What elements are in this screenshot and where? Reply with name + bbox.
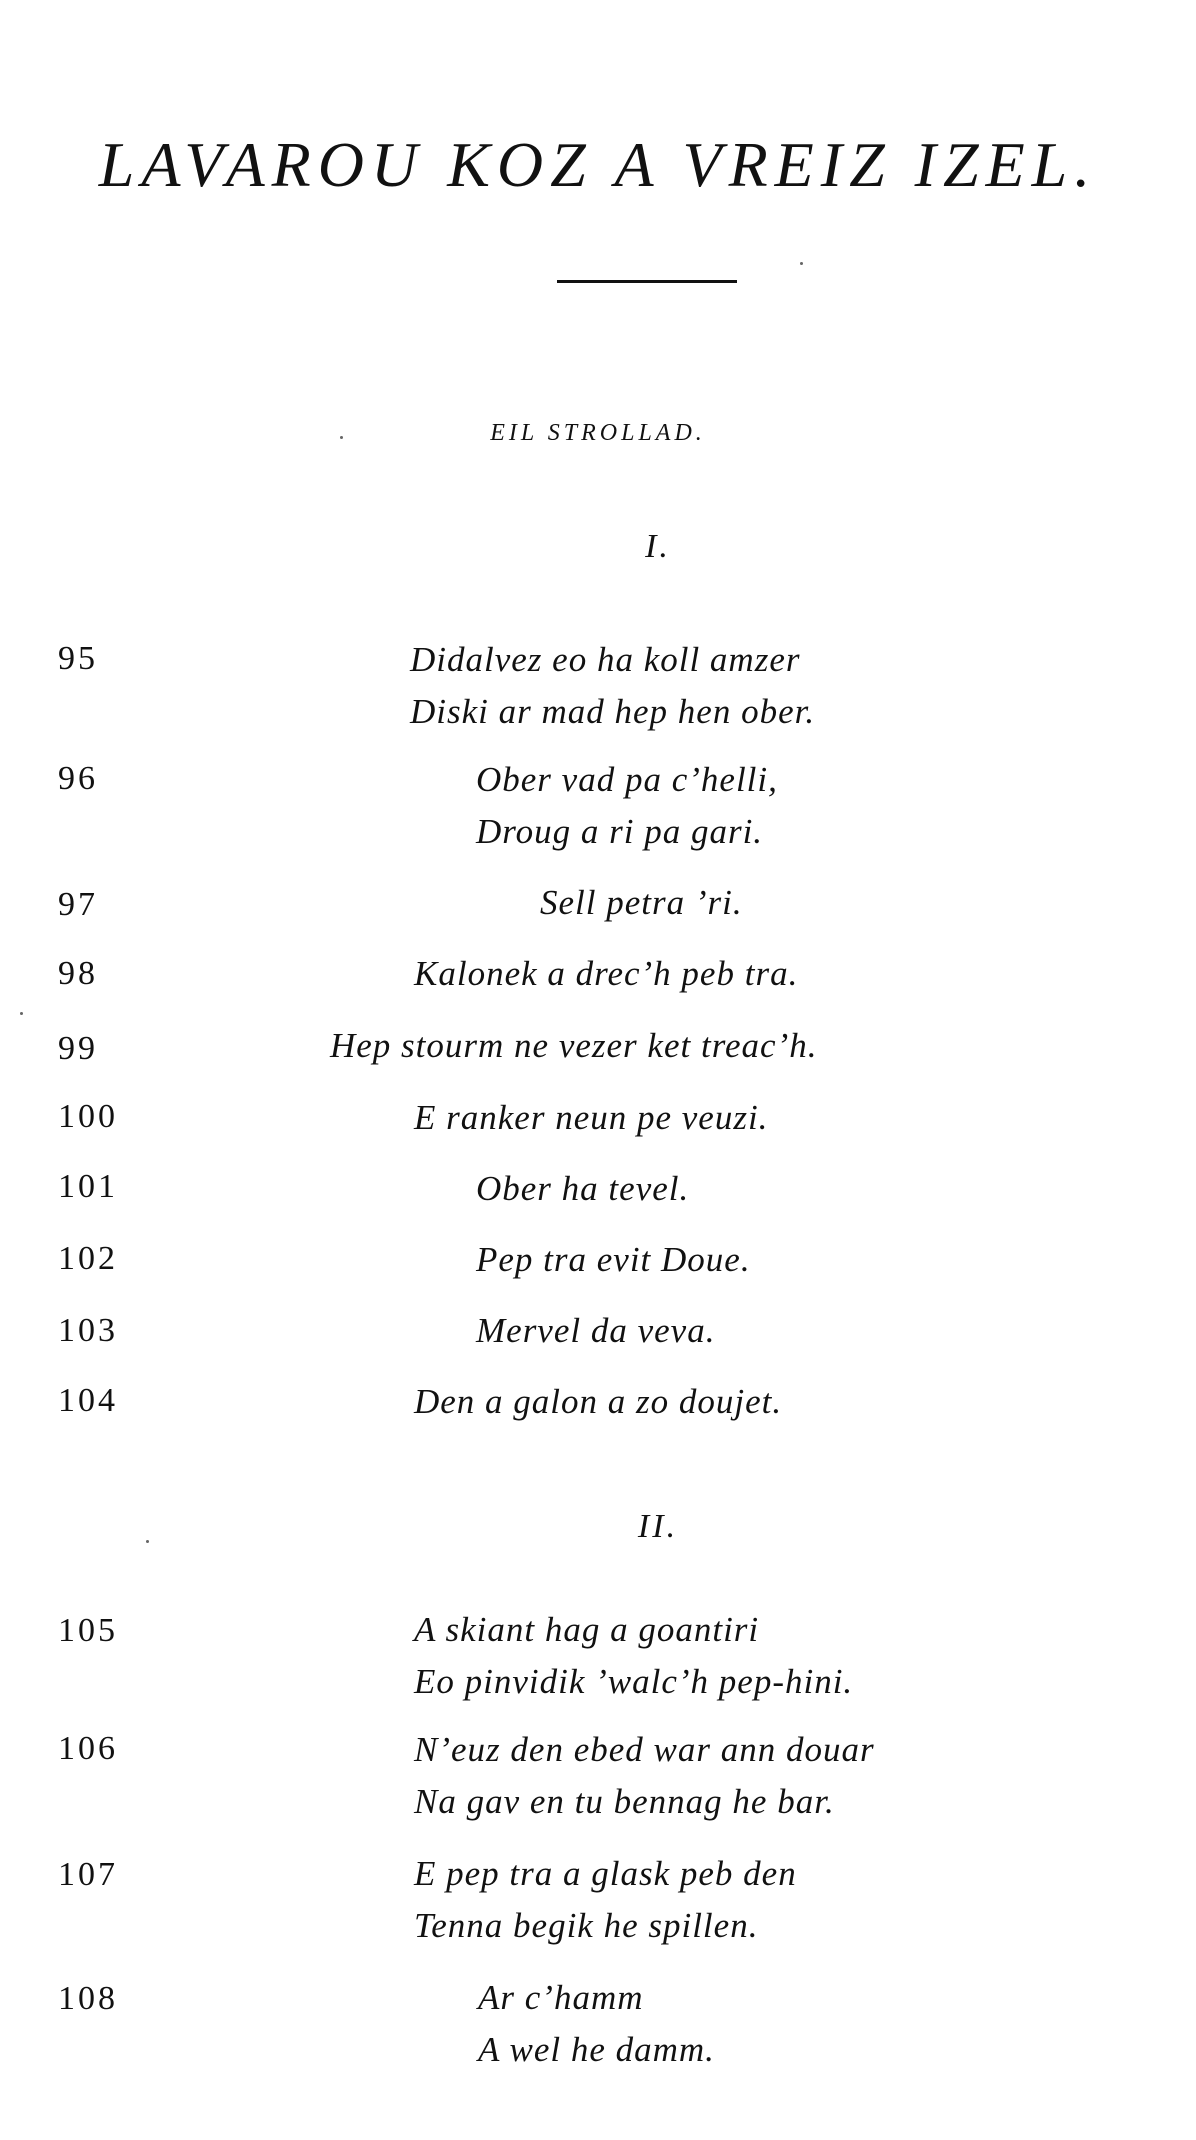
- proverb-verse: [414, 1092, 768, 1144]
- title-rule: [557, 280, 737, 283]
- verse-line: Kalonek a drec’h peb tra.: [414, 954, 799, 993]
- verse-line: N’euz den ebed war ann douar: [414, 1730, 875, 1769]
- proverb-verse: [330, 1020, 818, 1072]
- proverb-verse: [540, 877, 743, 929]
- proverb-number: 99: [58, 1030, 98, 1067]
- verse-line: Diski ar mad hep hen ober.: [410, 692, 816, 731]
- verse-line: Eo pinvidik ’walc’h pep-hini.: [414, 1662, 854, 1701]
- proverb-number: 105: [58, 1612, 118, 1649]
- print-speck: [340, 436, 343, 439]
- proverb-verse: [476, 754, 778, 858]
- verse-line: A wel he damm.: [478, 2030, 715, 2069]
- proverb-verse: [476, 1234, 751, 1286]
- verse-line: Hep stourm ne vezer ket treac’h.: [330, 1026, 818, 1065]
- part-numeral: I.: [645, 528, 671, 565]
- verse-line: Mervel da veva.: [476, 1311, 716, 1350]
- verse-line: E pep tra a glask peb den: [414, 1854, 797, 1893]
- proverb-verse: [478, 1972, 715, 2076]
- proverb-number: 100: [58, 1098, 118, 1135]
- proverb-number: 98: [58, 955, 98, 992]
- print-speck: [146, 1540, 149, 1543]
- part-numeral: II.: [637, 1508, 679, 1545]
- proverb-number: 101: [58, 1168, 118, 1205]
- proverb-verse: [476, 1305, 715, 1357]
- verse-line: A skiant hag a goantiri: [414, 1610, 760, 1649]
- proverb-number: 106: [58, 1730, 118, 1767]
- verse-line: Ober vad pa c’helli,: [476, 760, 778, 799]
- verse-line: E ranker neun pe veuzi.: [414, 1098, 769, 1137]
- proverb-verse: [410, 634, 815, 738]
- proverb-verse: [414, 1724, 875, 1828]
- proverb-verse: [414, 948, 798, 1000]
- verse-line: Tenna begik he spillen.: [414, 1906, 759, 1945]
- proverb-number: 107: [58, 1856, 118, 1893]
- page-title: LAVAROU KOZ A VREIZ IZEL.: [98, 129, 1098, 200]
- proverb-number: 104: [58, 1382, 118, 1419]
- proverb-verse: [476, 1163, 689, 1215]
- proverb-number: 97: [58, 886, 98, 923]
- verse-line: Ober ha tevel.: [476, 1169, 690, 1208]
- verse-line: Den a galon a zo doujet.: [414, 1382, 783, 1421]
- proverb-number: 96: [58, 760, 98, 797]
- section-heading: EIL STROLLAD.: [490, 420, 706, 446]
- verse-line: Ar c’hamm: [478, 1978, 644, 2017]
- proverb-number: 108: [58, 1980, 118, 2017]
- verse-line: Droug a ri pa gari.: [476, 812, 764, 851]
- verse-line: Sell petra ’ri.: [540, 883, 743, 922]
- verse-line: Na gav en tu bennag he bar.: [414, 1782, 835, 1821]
- verse-line: Didalvez eo ha koll amzer: [410, 640, 801, 679]
- proverb-number: 103: [58, 1312, 118, 1349]
- print-speck: [800, 262, 803, 265]
- proverb-number: 102: [58, 1240, 118, 1277]
- verse-line: Pep tra evit Doue.: [476, 1240, 751, 1279]
- proverb-verse: [414, 1848, 797, 1952]
- proverb-number: 95: [58, 640, 98, 677]
- proverb-verse: [414, 1376, 782, 1428]
- proverb-verse: [414, 1604, 853, 1708]
- print-speck: [20, 1012, 23, 1015]
